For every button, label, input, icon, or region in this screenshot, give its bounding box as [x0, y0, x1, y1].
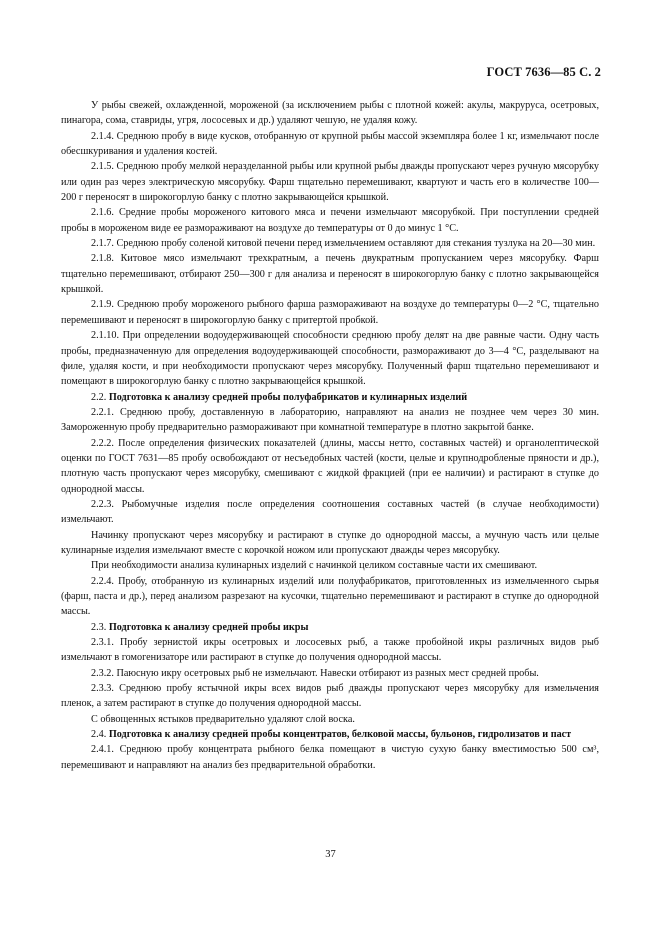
- paragraph: Начинку пропускают через мясорубку и растирают в ступке до однородной массы, а мучную часть или целые кулинарные изделия измельчают вместе с корочкой ножом или пропускают дважды через мясорубку.: [61, 529, 599, 556]
- paragraph: 2.1.9. Среднюю пробу мороженого рыбного фарша размораживают на воздухе до температуры 0—2 °С, тщательно перемешивают и переносят в широкогорлую банку с притертой пробкой.: [61, 299, 599, 326]
- section-heading: [61, 620, 599, 635]
- paragraph: 2.1.5. Среднюю пробу мелкой неразделанной рыбы или крупной рыбы дважды пропускают через ручную мясорубку или один раз через электрическую мясорубку. Фарш тщательно перемешивают, квартуют и часть его в количестве 100—200 г переносят в широкогорлую банку с плотно закрывающейся крышкой.: [61, 161, 599, 204]
- paragraph: 2.2.4. Пробу, отобранную из кулинарных изделий или полуфабрикатов, приготовленных из измельченного сырья (фарш, паста и др.), перед анализом разрезают на кусочки, тщательно перемешивают и растирают в ступке до однородной массы.: [61, 575, 599, 618]
- paragraph: 2.3.1. Пробу зернистой икры осетровых и лососевых рыб, а также пробойной икры различных видов рыб измельчают в гомогенизаторе или растирают в ступке до получения однородной массы.: [61, 637, 599, 664]
- paragraph: 2.1.7. Среднюю пробу соленой китовой печени перед измельчением оставляют для стекания тузлука на 20—30 мин.: [91, 238, 596, 250]
- section-heading: [61, 390, 599, 405]
- paragraph: 2.1.10. При определении водоудерживающей способности среднюю пробу делят на две равные части. Одну часть пробы, предназначенную для определения водоудерживающей способности, размораживают до 3—4 °С, разделывают на филе, удаляя кости, и при необходимости пропускают через мясорубку. Полученный фарш тщательно перемешивают и помещают в широкогорлую банку с плотно закрывающейся крышкой.: [61, 330, 599, 388]
- paragraph: С обвощенных ястыков предварительно удаляют слой воска.: [91, 713, 355, 725]
- paragraph: 2.2.3. Рыбомучные изделия после определения соотношения составных частей (в случае необходимости) измельчают.: [61, 498, 599, 526]
- section-title: Подготовка к анализу средней пробы концентратов, белковой массы, бульонов, гидролизатов и паст: [108, 729, 572, 741]
- page-number: 37: [325, 849, 336, 860]
- section-heading: [61, 727, 599, 742]
- paragraph: 2.1.8. Китовое мясо измельчают трехкратным, а печень двукратным пропусканием через мясорубку. Фарш тщательно перемешивают, отбирают 250—300 г для анализа и переносят в широкогорлую банку с плотно закрывающейся крышкой.: [61, 253, 599, 296]
- paragraph: 2.3.2. Паюсную икру осетровых рыб не измельчают. Навески отбирают из разных мест средней пробы.: [91, 667, 539, 679]
- section-number: 2.2.: [91, 391, 107, 403]
- section-title: Подготовка к анализу средней пробы полуфабрикатов и кулинарных изделий: [108, 391, 468, 403]
- section-title: Подготовка к анализу средней пробы икры: [108, 621, 309, 633]
- paragraph: 2.2.1. Среднюю пробу, доставленную в лабораторию, направляют на анализ не позднее чем через 30 мин. Замороженную пробу предварительно размораживают при комнатной температуре в плотно закрытой банке.: [61, 406, 599, 434]
- page-header: ГОСТ 7636—85 С. 2: [486, 65, 601, 79]
- paragraph: У рыбы свежей, охлажденной, мороженой (за исключением рыбы с плотной кожей: акулы, макруруса, осетровых, пинагора, сома, ставриды, угря, лососевых и др.) удаляют чешую, не удаляя кожу.: [61, 100, 599, 127]
- paragraph: 2.1.6. Средние пробы мороженого китового мяса и печени измельчают мясорубкой. При поступлении средней пробы в мороженом виде ее размораживают на воздухе до температуры от 0 до минус 1 °С.: [61, 207, 599, 234]
- document-body: [61, 98, 599, 773]
- section-number: 2.3.: [91, 621, 107, 633]
- paragraph: 2.3.3. Среднюю пробу ястычной икры всех видов рыб дважды пропускают через мясорубку для измельчения пленок, а затем растирают в ступке до получения однородной массы.: [61, 683, 599, 710]
- paragraph: 2.4.1. Среднюю пробу концентрата рыбного белка помещают в чистую сухую банку вместимостью 500 см³, перемешивают и направляют на анализ без предварительной обработки.: [61, 744, 599, 771]
- paragraph: 2.1.4. Среднюю пробу в виде кусков, отобранную от крупной рыбы массой экземпляра более 1 кг, измельчают после обесшкуривания и удаления костей.: [61, 130, 599, 158]
- paragraph: 2.2.2. После определения физических показателей (длины, массы нетто, составных частей) и органолептической оценки по ГОСТ 7631—85 пробу освобождают от несъедобных частей (кости, целые и крупнодробленые пряности и др.), плотную часть пропускают через мясорубку, смешивают с жидкой фракцией (при ее наличии) и растирают в ступке до однородной массы.: [61, 437, 599, 495]
- section-number: 2.4.: [91, 729, 107, 741]
- paragraph: При необходимости анализа кулинарных изделий с начинкой целиком составные части их смешивают.: [91, 560, 538, 572]
